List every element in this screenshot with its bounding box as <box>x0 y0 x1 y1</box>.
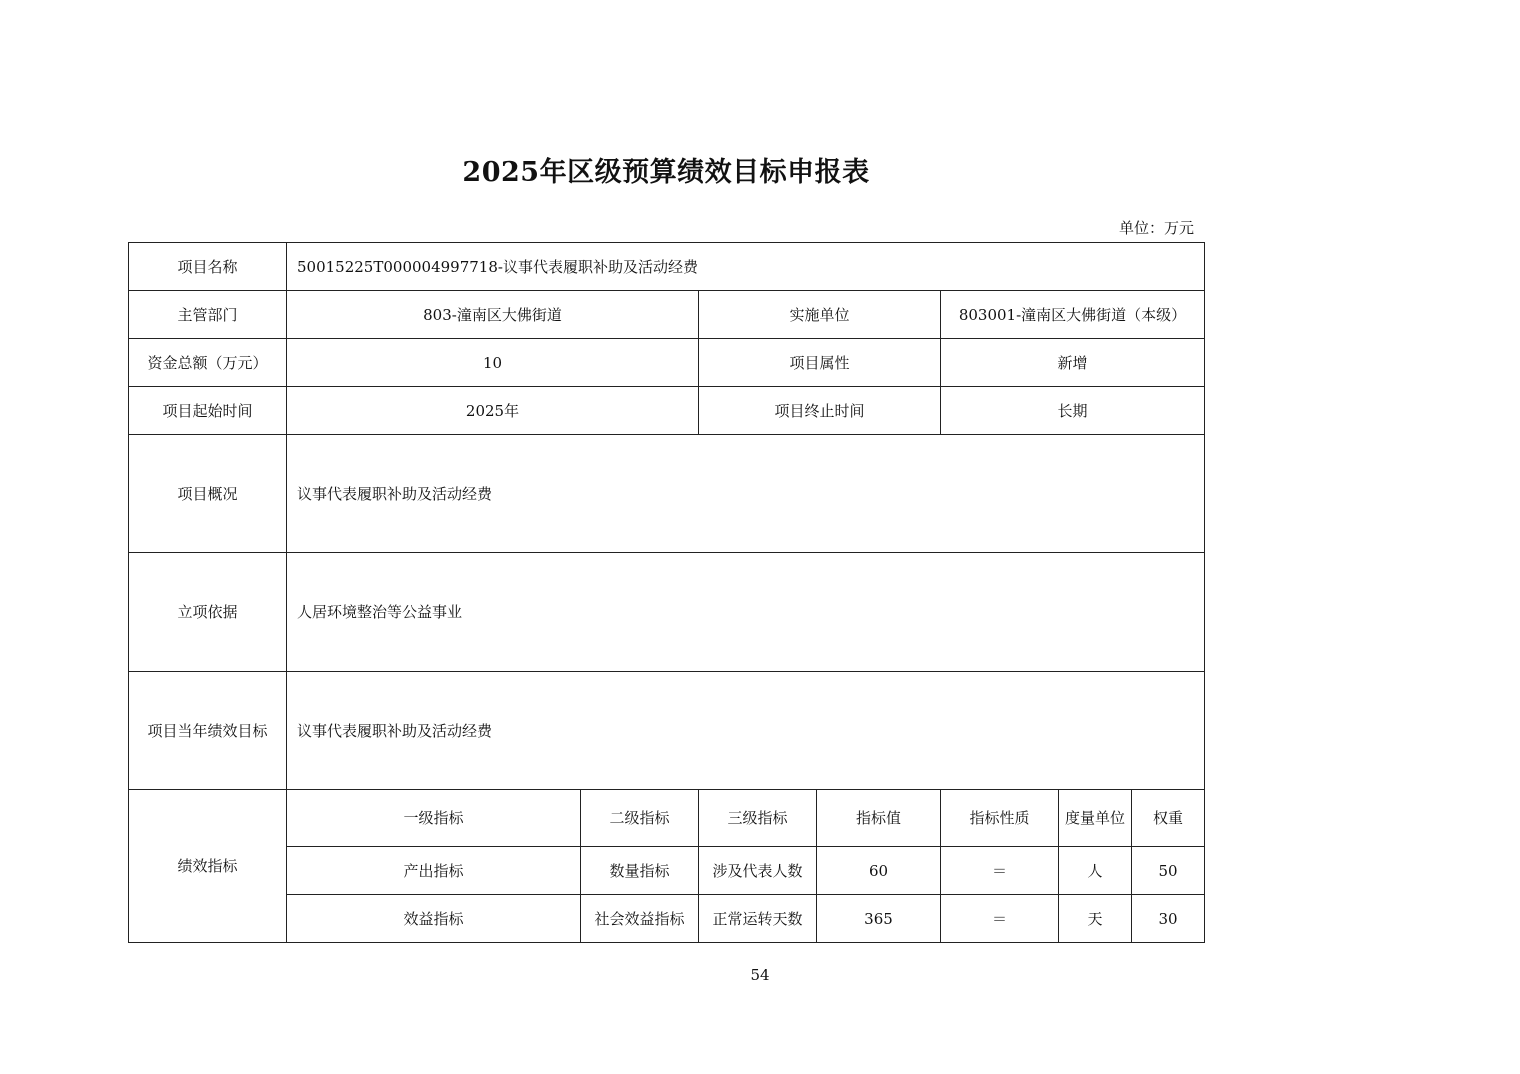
fund-value: 10 <box>287 339 699 387</box>
header-weight: 权重 <box>1132 790 1205 847</box>
row2-unit: 天 <box>1059 895 1132 943</box>
row-overview <box>129 435 1205 553</box>
row2-level3: 正常运转天数 <box>699 895 817 943</box>
row-basis <box>129 553 1205 672</box>
project-name-value: 50015225T000004997718-议事代表履职补助及活动经费 <box>287 243 1205 291</box>
row2-level2: 社会效益指标 <box>581 895 699 943</box>
header-level1: 一级指标 <box>287 790 581 847</box>
start-label: 项目起始时间 <box>129 387 287 435</box>
row1-level3: 涉及代表人数 <box>699 847 817 895</box>
end-value: 长期 <box>941 387 1205 435</box>
row2-weight: 30 <box>1132 895 1205 943</box>
row-goal <box>129 672 1205 790</box>
impl-value: 803001-潼南区大佛街道（本级） <box>941 291 1205 339</box>
indicator-header-row <box>129 790 1205 847</box>
page-title: 2025年区级预算绩效目标申报表 <box>462 157 870 188</box>
table-row <box>129 895 1205 943</box>
goal-value: 议事代表履职补助及活动经费 <box>287 672 1205 790</box>
row-time <box>129 387 1205 435</box>
fund-label: 资金总额（万元） <box>129 339 287 387</box>
page-number: 54 <box>750 966 770 984</box>
header-nature: 指标性质 <box>941 790 1059 847</box>
attr-label: 项目属性 <box>699 339 941 387</box>
start-value: 2025年 <box>287 387 699 435</box>
basis-value: 人居环境整治等公益事业 <box>287 553 1205 672</box>
goal-label: 项目当年绩效目标 <box>129 672 287 790</box>
header-value: 指标值 <box>817 790 941 847</box>
header-level2: 二级指标 <box>581 790 699 847</box>
row2-value: 365 <box>817 895 941 943</box>
row1-level1: 产出指标 <box>287 847 581 895</box>
impl-label: 实施单位 <box>699 291 941 339</box>
header-level3: 三级指标 <box>699 790 817 847</box>
row1-nature: ＝ <box>941 847 1059 895</box>
table-row <box>129 847 1205 895</box>
basis-label: 立项依据 <box>129 553 287 672</box>
overview-label: 项目概况 <box>129 435 287 553</box>
overview-value: 议事代表履职补助及活动经费 <box>287 435 1205 553</box>
row-department <box>129 291 1205 339</box>
row1-weight: 50 <box>1132 847 1205 895</box>
project-name-label: 项目名称 <box>129 243 287 291</box>
row1-value: 60 <box>817 847 941 895</box>
row2-nature: ＝ <box>941 895 1059 943</box>
row1-level2: 数量指标 <box>581 847 699 895</box>
row-project-name <box>129 243 1205 291</box>
end-label: 项目终止时间 <box>699 387 941 435</box>
indicators-label: 绩效指标 <box>129 790 287 943</box>
attr-value: 新增 <box>941 339 1205 387</box>
row1-unit: 人 <box>1059 847 1132 895</box>
budget-form-table <box>128 242 1205 943</box>
row2-level1: 效益指标 <box>287 895 581 943</box>
dept-value: 803-潼南区大佛街道 <box>287 291 699 339</box>
header-unit: 度量单位 <box>1059 790 1132 847</box>
dept-label: 主管部门 <box>129 291 287 339</box>
unit-label: 单位：万元 <box>1118 219 1194 237</box>
row-fund <box>129 339 1205 387</box>
